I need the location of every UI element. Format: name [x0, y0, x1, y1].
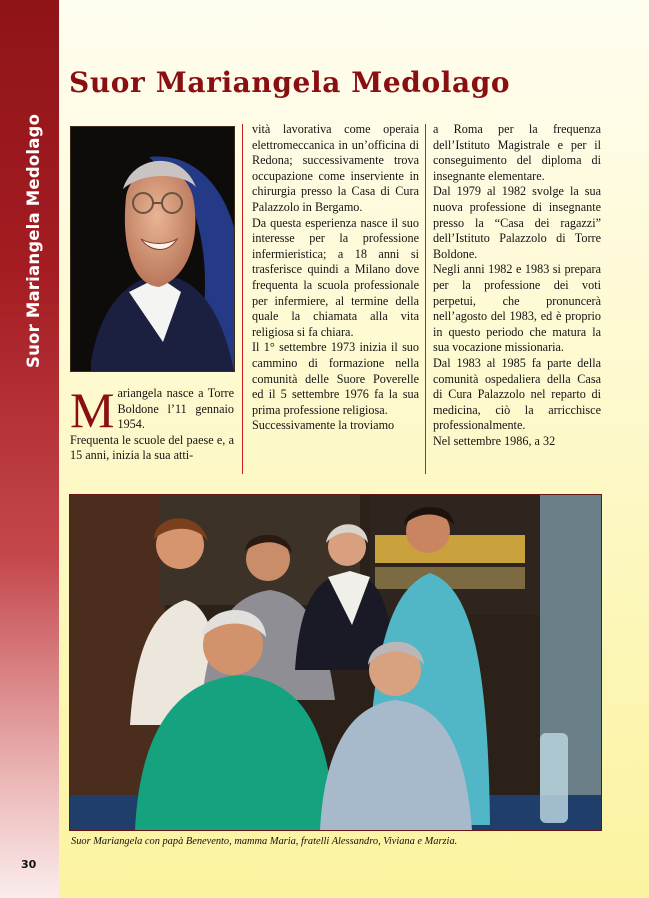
- photo-caption: Suor Mariangela con papà Benevento, mamma Maria, fratelli Alessandro, Viviana e Marzia.: [71, 836, 458, 847]
- sidebar-band: [0, 0, 59, 898]
- paragraph: Frequenta le scuole del paese e, a 15 anni, inizia la sua atti-: [70, 432, 234, 463]
- paragraph: Dal 1979 al 1982 svolge la sua nuova professione di insegnante presso la “Casa dei ragazzi” dell’Istituto Palazzolo di Torre Boldone.: [433, 184, 601, 261]
- article-column-2: [252, 122, 419, 477]
- paragraph: Da questa esperienza nasce il suo interesse per la professione infermieristica; a 18 anni si trasferisce quindi a Milano dove frequenta la scuola professionale per infermiere, al termine della quale la chiamata alla vita religiosa si fa chiara.: [252, 215, 419, 339]
- paragraph: ariangela nasce a Torre Boldone l’11 gennaio 1954.: [117, 386, 234, 432]
- portrait-photo: [70, 126, 235, 372]
- page-title: Suor Mariangela Medolago: [69, 66, 511, 99]
- sidebar-title: Suor Mariangela Medolago: [24, 113, 43, 368]
- drop-cap: M: [70, 386, 115, 438]
- paragraph: vità lavorativa come operaia elettromeccanica in un’officina di Redona; successivamente trova occupazione come inserviente in chirurgia presso la Casa di Cura Palazzolo in Bergamo.: [252, 122, 419, 214]
- article-column-1: [70, 386, 234, 476]
- paragraph: Dal 1983 al 1985 fa parte della comunità ospedaliera della Casa di Cura Palazzolo nel reparto di medicina, ciò la arricchisce professionalmente.: [433, 355, 601, 433]
- column-divider: [242, 124, 243, 474]
- paragraph: Negli anni 1982 e 1983 si prepara per la professione dei voti perpetui, che pronuncerà nell’agosto del 1983, ed è proprio in questo periodo che matura la sua vocazione missionaria.: [433, 262, 601, 355]
- paragraph: Il 1° settembre 1973 inizia il suo cammino di formazione nella comunità delle Suore Poverelle ed il 5 settembre 1976 fa la sua prima professione religiosa.: [252, 340, 419, 417]
- family-photo: [69, 494, 602, 831]
- paragraph: a Roma per la frequenza dell’Istituto Magistrale e per il conseguimento del diploma di insegnante elementare.: [433, 122, 601, 183]
- paragraph: Successivamente la troviamo: [252, 418, 395, 433]
- column-divider: [425, 124, 426, 474]
- page-number: 30: [21, 858, 37, 871]
- paragraph: Nel settembre 1986, a 32: [433, 433, 556, 448]
- article-column-3: [433, 122, 601, 477]
